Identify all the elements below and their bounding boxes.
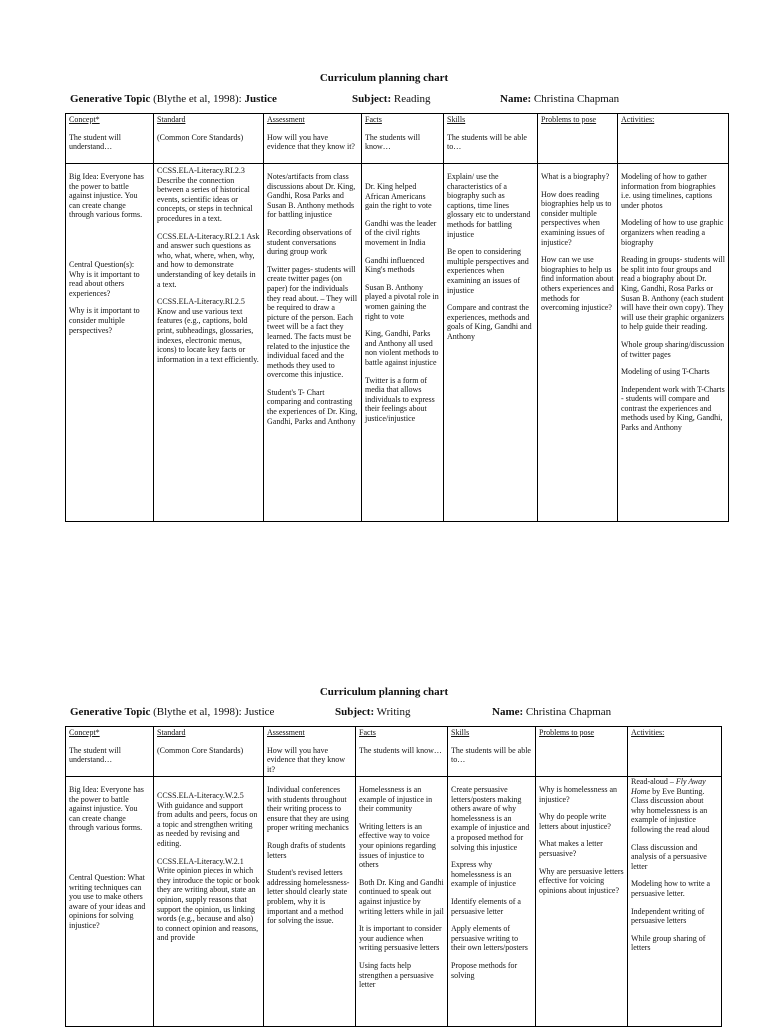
read-aloud-item: Read-aloud – Fly Away Home by Eve Bunting. Class discussion about why homelessness is an example of injustice following the read aloud [631,777,710,834]
concept-cell: Big Idea: Everyone has the power to battle against injustice. You can create change through various forms. Central Question(s): Why is it important to read about others experiences? Why is it important to consider multiple perspectives? [66,164,154,522]
chart1-name [500,93,619,105]
chart2-title: Curriculum planning chart [319,686,449,698]
skills-header: Skills The students will be able to… [448,727,536,777]
skills-header: Skills The students will be able to… [444,114,538,164]
skills-cell: Explain/ use the characteristics of a biography such as captions, time lines glossary etc to understand methods for battling injustice Be open to considering multiple perspectives and experiences when examining an issues of injustice Compare and contrast the experiences, methods and goals of King, Gandhi and Anthony [444,164,538,522]
subject-value: Writing [376,706,411,718]
facts-cell: Dr. King helped African Americans gain the right to vote Gandhi was the leader of the civil rights movement in India Gandhi influenced King's methods Susan B. Anthony played a pivotal role in women gaining the right to vote King, Gandhi, Parks and Anthony all used non violent methods to battle against injustice Twitter is a form of media that allows individuals to express their feelings about justice/injustice [362,164,444,522]
assessment-header: Assessment How will you have evidence that they know it? [264,727,356,777]
chart2-subject [335,706,410,718]
content-row [66,777,722,1027]
activities-cell: Modeling of how to gather information from biographies i.e. using timelines, captions under photos Modeling of how to use graphic organizers when reading a biography Reading in groups- students will be split into four groups and read a biography about Dr. King, Gandhi, Rosa Parks or Susan B. Anthony (each student will have their own copy). They will use their graphic organizers to help guide their reading. Whole group sharing/discussion of twitter pages Modeling of using T-Charts Independent work with T-Charts - students will compare and contrast the experiences and methods used by King, Gandhi, Parks and Anthony [618,164,729,522]
book-title: Fly Away Home [631,777,706,796]
subject-label: Subject: [335,706,375,718]
skills-cell: Create persuasive letters/posters making others aware of why homelessness is an example of injustice and a proposed method for solving this injustice Express why homelessness is an example of injustice Identify elements of a persuasive letter Apply elements of persuasive writing to their own letters/posters Propose methods for solving [448,777,536,1027]
facts-header: Facts The students will know… [362,114,444,164]
content-row [66,164,729,522]
concept-cell: Big Idea: Everyone has the power to battle against injustice. You can create change through various forms. Central Question: What writing techniques can you use to make others aware of your ideas and opinions for solving injustice? [66,777,154,1027]
problems-header: Problems to pose [538,114,618,164]
chart1-topic [70,93,277,105]
subject-label: Subject: [352,93,392,105]
chart2-topic [70,706,274,718]
name-value: Christina Chapman [533,93,620,105]
header-row [66,114,729,164]
activities-header: Activities: [628,727,722,777]
subject-value: Reading [393,93,431,105]
facts-header: Facts The students will know… [356,727,448,777]
name-value: Christina Chapman [525,706,612,718]
topic-value: (Blythe et al, 1998): Justice [153,706,275,718]
header-row [66,727,722,777]
topic-label: Generative Topic [70,706,151,718]
assessment-cell: Notes/artifacts from class discussions about Dr. King, Gandhi, Rosa Parks and Susan B. Anthony methods for battling injustice Recording observations of student conversations during group work Twitter pages- students will create twitter pages (on paper) for the individuals they read about. – They will be required to draw a picture of the person. Each tweet will be a fact they learned. The facts must be related to the injustice the individual faced and the methods they used to overcome this injustice. Student's T- Chart comparing and contrasting the experiences of Dr. King, Gandhi, Parks and Anthony [264,164,362,522]
topic-bold: Justice [244,93,277,105]
standard-cell: CCSS.ELA-Literacy.RI.2.3 Describe the connection between a series of historical events, scientific ideas or concepts, or steps in technical procedures in a text. CCSS.ELA-Literacy.RI.2.1 Ask and answer such questions as who, what, where, when, why, and how to demonstrate understanding of key details in a text. CCSS.ELA-Literacy.RI.2.5 Know and use various text features (e.g., captions, bold print, subheadings, glossaries, indexes, electronic menus, icons) to locate key facts or information in a text efficiently. [154,164,264,522]
activities-header: Activities: [618,114,729,164]
standard-cell: CCSS.ELA-Literacy.W.2.5 With guidance and support from adults and peers, focus on a topic and strengthen writing as needed by revising and editing. CCSS.ELA-Literacy.W.2.1 Write opinion pieces in which they introduce the topic or book they are writing about, state an opinion, supply reasons that support the opinion, us linking words (e.g., because and also) to connect opinion and reasons, and provide [154,777,264,1027]
concept-header: Concept* The student will understand… [66,114,154,164]
assessment-header: Assessment How will you have evidence that they know it? [264,114,362,164]
activities-cell: Read-aloud – Fly Away Home by Eve Bunting. Class discussion about why homelessness is an example of injustice following the read aloud Class discussion and analysis of a persuasive letter Modeling how to write a persuasive letter. Independent writing of persuasive letters While group sharing of letters [628,777,722,1027]
facts-cell: Homelessness is an example of injustice in their community Writing letters is an effective way to voice your opinions regarding issues of injustice to others Both Dr. King and Gandhi continued to speak out against injustice by writing letters while in jail It is important to consider your audience when writing persuasive letters Using facts help strengthen a persuasive letter [356,777,448,1027]
problems-header: Problems to pose [536,727,628,777]
topic-label: Generative Topic [70,93,151,105]
standard-header: Standard (Common Core Standards) [154,114,264,164]
concept-header: Concept* The student will understand… [66,727,154,777]
chart1-table [65,113,729,522]
name-label: Name: [500,93,532,105]
problems-cell: Why is homelessness an injustice? Why do people write letters about injustice? What makes a letter persuasive? Why are persuasive letters effective for voicing opinions about injustice? [536,777,628,1027]
name-label: Name: [492,706,524,718]
chart2-name [492,706,611,718]
standard-header: Standard (Common Core Standards) [154,727,264,777]
assessment-cell: Individual conferences with students throughout their writing process to ensure that they are using proper writing mechanics Rough drafts of students letters Student's revised letters addressing homelessness- letter should clearly state problem, why it is important and a method for solving the issue. [264,777,356,1027]
topic-value: (Blythe et al, 1998): [153,93,242,105]
chart1-subject [352,93,431,105]
problems-cell: What is a biography? How does reading biographies help us to consider multiple perspectives when examining issues of injustice? How can we use biographies to help us find information about others experiences and methods for overcoming injustice? [538,164,618,522]
chart1-title: Curriculum planning chart [319,72,449,84]
chart2-table [65,726,722,1027]
